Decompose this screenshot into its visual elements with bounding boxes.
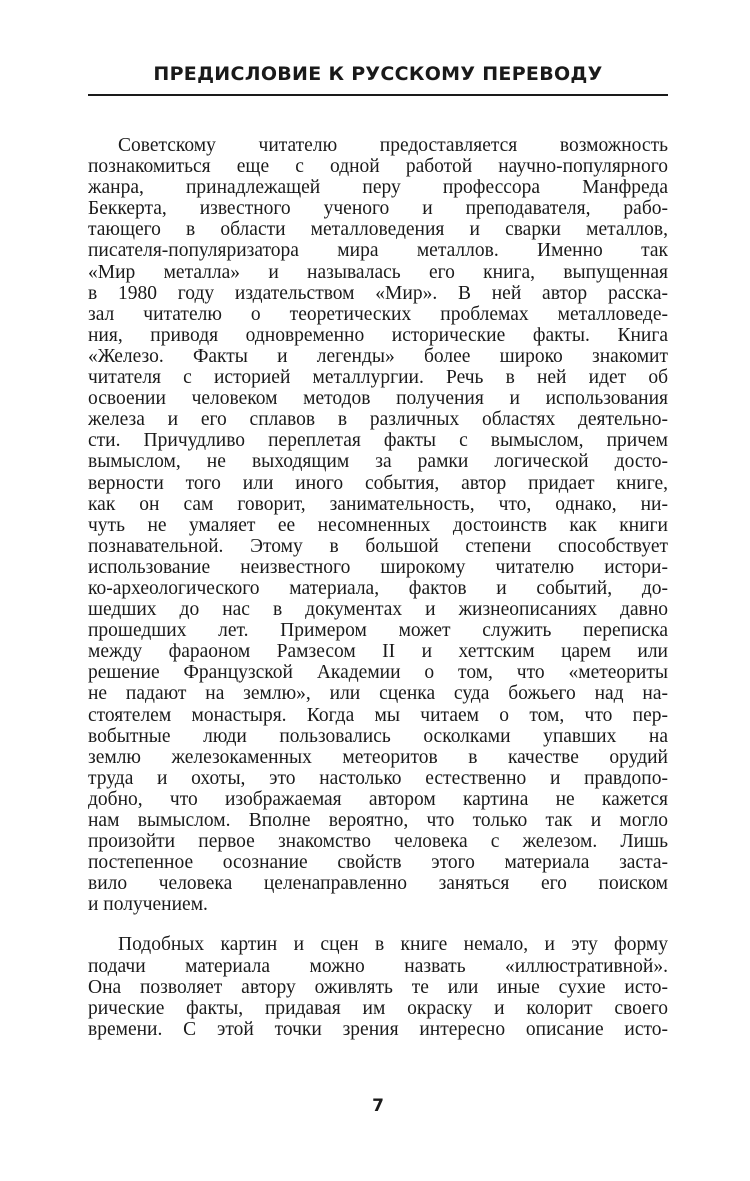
text-line: рические факты, придавая им окраску и колорит своего: [88, 997, 668, 1019]
text-line: тающего в области металловедения и сварки металлов,: [88, 219, 668, 241]
text-line: вобытные люди пользовались осколками упавших на: [88, 725, 668, 747]
text-line: нам вымыслом. Вполне вероятно, что только так и могло: [88, 810, 668, 831]
body-text: [88, 135, 668, 1040]
text-line: вило человека целенаправленно заняться его поиском: [88, 873, 668, 895]
header-rule: [88, 94, 668, 96]
text-line: подачи материала можно назвать «иллюстративной».: [88, 955, 668, 977]
text-line: познавательной. Этому в большой степени способствует: [88, 535, 668, 557]
text-line: вымыслом, не выходящим за рамки логической досто-: [88, 451, 668, 473]
text-line: не падают на землю», или сценка суда божьего над на-: [88, 683, 668, 705]
text-line: чуть не умаляет ее несомненных достоинств как книги: [88, 514, 668, 536]
text-line: «Железо. Факты и легенды» более широко знакомит: [88, 345, 668, 367]
text-line: труда и охоты, это настолько естественно и правдопо-: [88, 767, 668, 789]
text-line: освоении человеком методов получения и использования: [88, 388, 668, 410]
text-line: читателя с историей металлургии. Речь в ней идет об: [88, 367, 668, 389]
text-line: решение Французской Академии о том, что «метеориты: [88, 662, 668, 684]
text-line: постепенное осознание свойств этого материала заста-: [88, 852, 668, 874]
text-line: в 1980 году издательством «Мир». В ней автор расска-: [88, 282, 668, 304]
text-line: Советскому читателю предоставляется возможность: [118, 135, 668, 156]
text-line: ко-археологического материала, фактов и событий, до-: [88, 577, 668, 599]
text-line: верности того или иного события, автор придает книге,: [88, 472, 668, 494]
text-line: произойти первое знакомство человека с железом. Лишь: [88, 831, 668, 853]
text-line: «Мир металла» и называлась его книга, выпущенная: [88, 261, 668, 283]
text-line: познакомиться еще с одной работой научно-популярного: [88, 156, 668, 178]
text-line: добно, что изображаемая автором картина не кажется: [88, 788, 668, 810]
text-line: железа и его сплавов в различных областях деятельно-: [88, 409, 668, 431]
text-line: использование неизвестного широкому читателю истори-: [88, 556, 668, 578]
text-line: Она позволяет автору оживлять те или иные сухие исто-: [88, 976, 668, 998]
text-line: жанра, принадлежащей перу профессора Манфреда: [88, 177, 668, 199]
text-line: стоятелем монастыря. Когда мы читаем о том, что пер-: [88, 704, 668, 726]
text-line: и получением.: [88, 894, 208, 916]
text-line: сти. Причудливо переплетая факты с вымыслом, причем: [88, 430, 668, 452]
text-line: землю железокаменных метеоритов в качестве орудий: [88, 746, 668, 768]
page-header: ПРЕДИСЛОВИЕ К РУССКОМУ ПЕРЕВОДУ: [153, 63, 603, 85]
paragraph-2: [88, 934, 668, 1039]
text-line: ния, приводя одновременно исторические факты. Книга: [88, 324, 668, 346]
page-number: 7: [372, 1096, 384, 1116]
text-line: писателя-популяризатора мира металлов. Именно так: [88, 240, 668, 262]
text-line: прошедших лет. Примером может служить переписка: [88, 620, 668, 642]
text-line: как он сам говорит, занимательность, что, однако, ни-: [88, 493, 668, 515]
text-line: зал читателю о теоретических проблемах металловеде-: [88, 303, 668, 325]
text-line: шедших до нас в документах и жизнеописаниях давно: [88, 599, 668, 621]
text-line: времени. С этой точки зрения интересно описание исто-: [88, 1018, 668, 1040]
text-line: между фараоном Рамзесом II и хеттским царем или: [88, 641, 668, 663]
paragraph-1: [88, 135, 668, 915]
text-line: Подобных картин и сцен в книге немало, и эту форму: [118, 934, 668, 956]
text-line: Беккерта, известного ученого и преподавателя, рабо-: [88, 198, 668, 220]
